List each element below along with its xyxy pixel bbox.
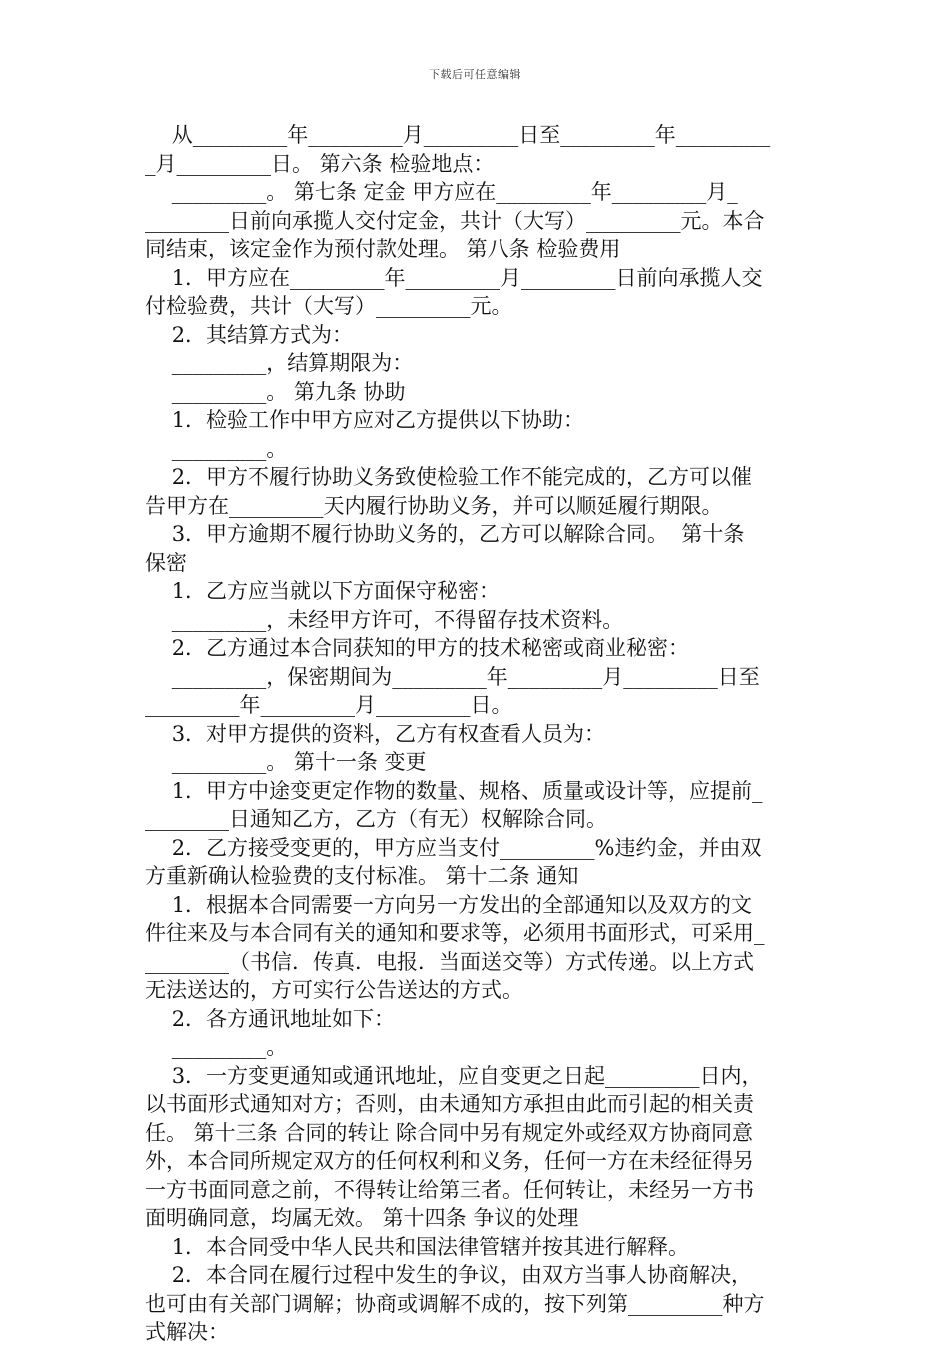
contract-line: 1．根据本合同需要一方向另一方发出的全部通知以及双方的文 <box>145 892 753 917</box>
contract-line: 2．各方通讯地址如下： <box>145 1006 396 1031</box>
contract-line: _________年_________月_________日。 <box>145 693 513 717</box>
contract-line: _________。 第九条 协助 <box>145 379 406 404</box>
page-header: 下载后可任意编辑 <box>429 68 521 81</box>
contract-line: _________，保密期间为_________年_________月_________日至 <box>145 664 760 689</box>
contract-line: 1．本合同受中华人民共和国法律管辖并按其进行解释。 <box>145 1234 690 1259</box>
contract-line: 3．对甲方提供的资料，乙方有权查看人员为： <box>145 721 606 746</box>
contract-line: 2．本合同在履行过程中发生的争议，由双方当事人协商解决， <box>145 1263 753 1287</box>
contract-line: 3．一方变更通知或通讯地址，应自变更之日起_________日内， <box>145 1063 763 1088</box>
contract-line: 方重新确认检验费的支付标准。 第十二条 通知 <box>145 864 579 888</box>
contract-line: _________，结算期限为： <box>145 351 414 375</box>
contract-line: 告甲方在_________天内履行协助义务，并可以顺延履行期限。 <box>145 493 723 518</box>
contract-line: _________。 <box>145 436 288 461</box>
contract-line: 任。 第十三条 合同的转让 除合同中另有规定外或经双方协商同意 <box>145 1120 754 1145</box>
contract-line: 外，本合同所规定双方的任何权利和义务，任何一方在未经征得另 <box>145 1149 754 1173</box>
contract-line: 1．甲方中途变更定作物的数量、规格、质量或设计等，应提前_ <box>145 778 763 803</box>
contract-body <box>145 121 807 1347</box>
contract-line: ________日通知乙方，乙方（有无）权解除合同。 <box>145 807 607 831</box>
contract-line: ________日前向承揽人交付定金，共计（大写）_________元。本合 <box>145 208 765 233</box>
contract-line: 面明确同意，均属无效。 第十四条 争议的处理 <box>145 1206 579 1230</box>
contract-line: 3．甲方逾期不履行协助义务的，乙方可以解除合同。 第十条 <box>145 522 745 546</box>
contract-line: 件往来及与本合同有关的通知和要求等，必须用书面形式，可采用_ <box>145 921 765 945</box>
contract-line: 付检验费，共计（大写）_________元。 <box>145 294 513 318</box>
contract-line: 2．其结算方式为： <box>145 322 354 347</box>
contract-line: 从_________年_________月_________日至_________年_________ <box>145 123 771 147</box>
contract-line: 一方书面同意之前，不得转让给第三者。任何转让，未经另一方书 <box>145 1177 754 1202</box>
contract-line: 也可由有关部门调解；协商或调解不成的，按下列第_________种方 <box>145 1291 765 1316</box>
contract-line: ________（书信．传真．电报．当面送交等）方式传递。以上方式 <box>145 949 754 974</box>
contract-line: _________。 第十一条 变更 <box>145 750 427 774</box>
contract-line: 2．乙方通过本合同获知的甲方的技术秘密或商业秘密： <box>145 636 690 660</box>
contract-line: 1．乙方应当就以下方面保守秘密： <box>145 579 501 603</box>
contract-line: 2．乙方接受变更的，甲方应当支付_________%违约金，并由双 <box>145 835 762 860</box>
contract-line: _________。 第七条 定金 甲方应在_________年_________月_ <box>145 180 738 204</box>
contract-line: 1．甲方应在_________年_________月_________日前向承揽人交 <box>145 265 763 290</box>
contract-line: 无法送达的，方可实行公告送达的方式。 <box>145 978 523 1002</box>
contract-line: 以书面形式通知对方；否则，由未通知方承担由此而引起的相关责 <box>145 1092 754 1116</box>
contract-line: 同结束，该定金作为预付款处理。 第八条 检验费用 <box>145 237 621 261</box>
contract-line: 1．检验工作中甲方应对乙方提供以下协助： <box>145 408 585 432</box>
contract-line: _月_________日。 第六条 检验地点： <box>145 151 495 176</box>
contract-line: 保密 <box>145 550 187 575</box>
contract-line: _________，未经甲方许可，不得留存技术资料。 <box>145 607 624 632</box>
contract-line: 2．甲方不履行协助义务致使检验工作不能完成的，乙方可以催 <box>145 465 753 489</box>
contract-line: 式解决： <box>145 1320 229 1344</box>
contract-line: _________。 <box>145 1035 288 1059</box>
